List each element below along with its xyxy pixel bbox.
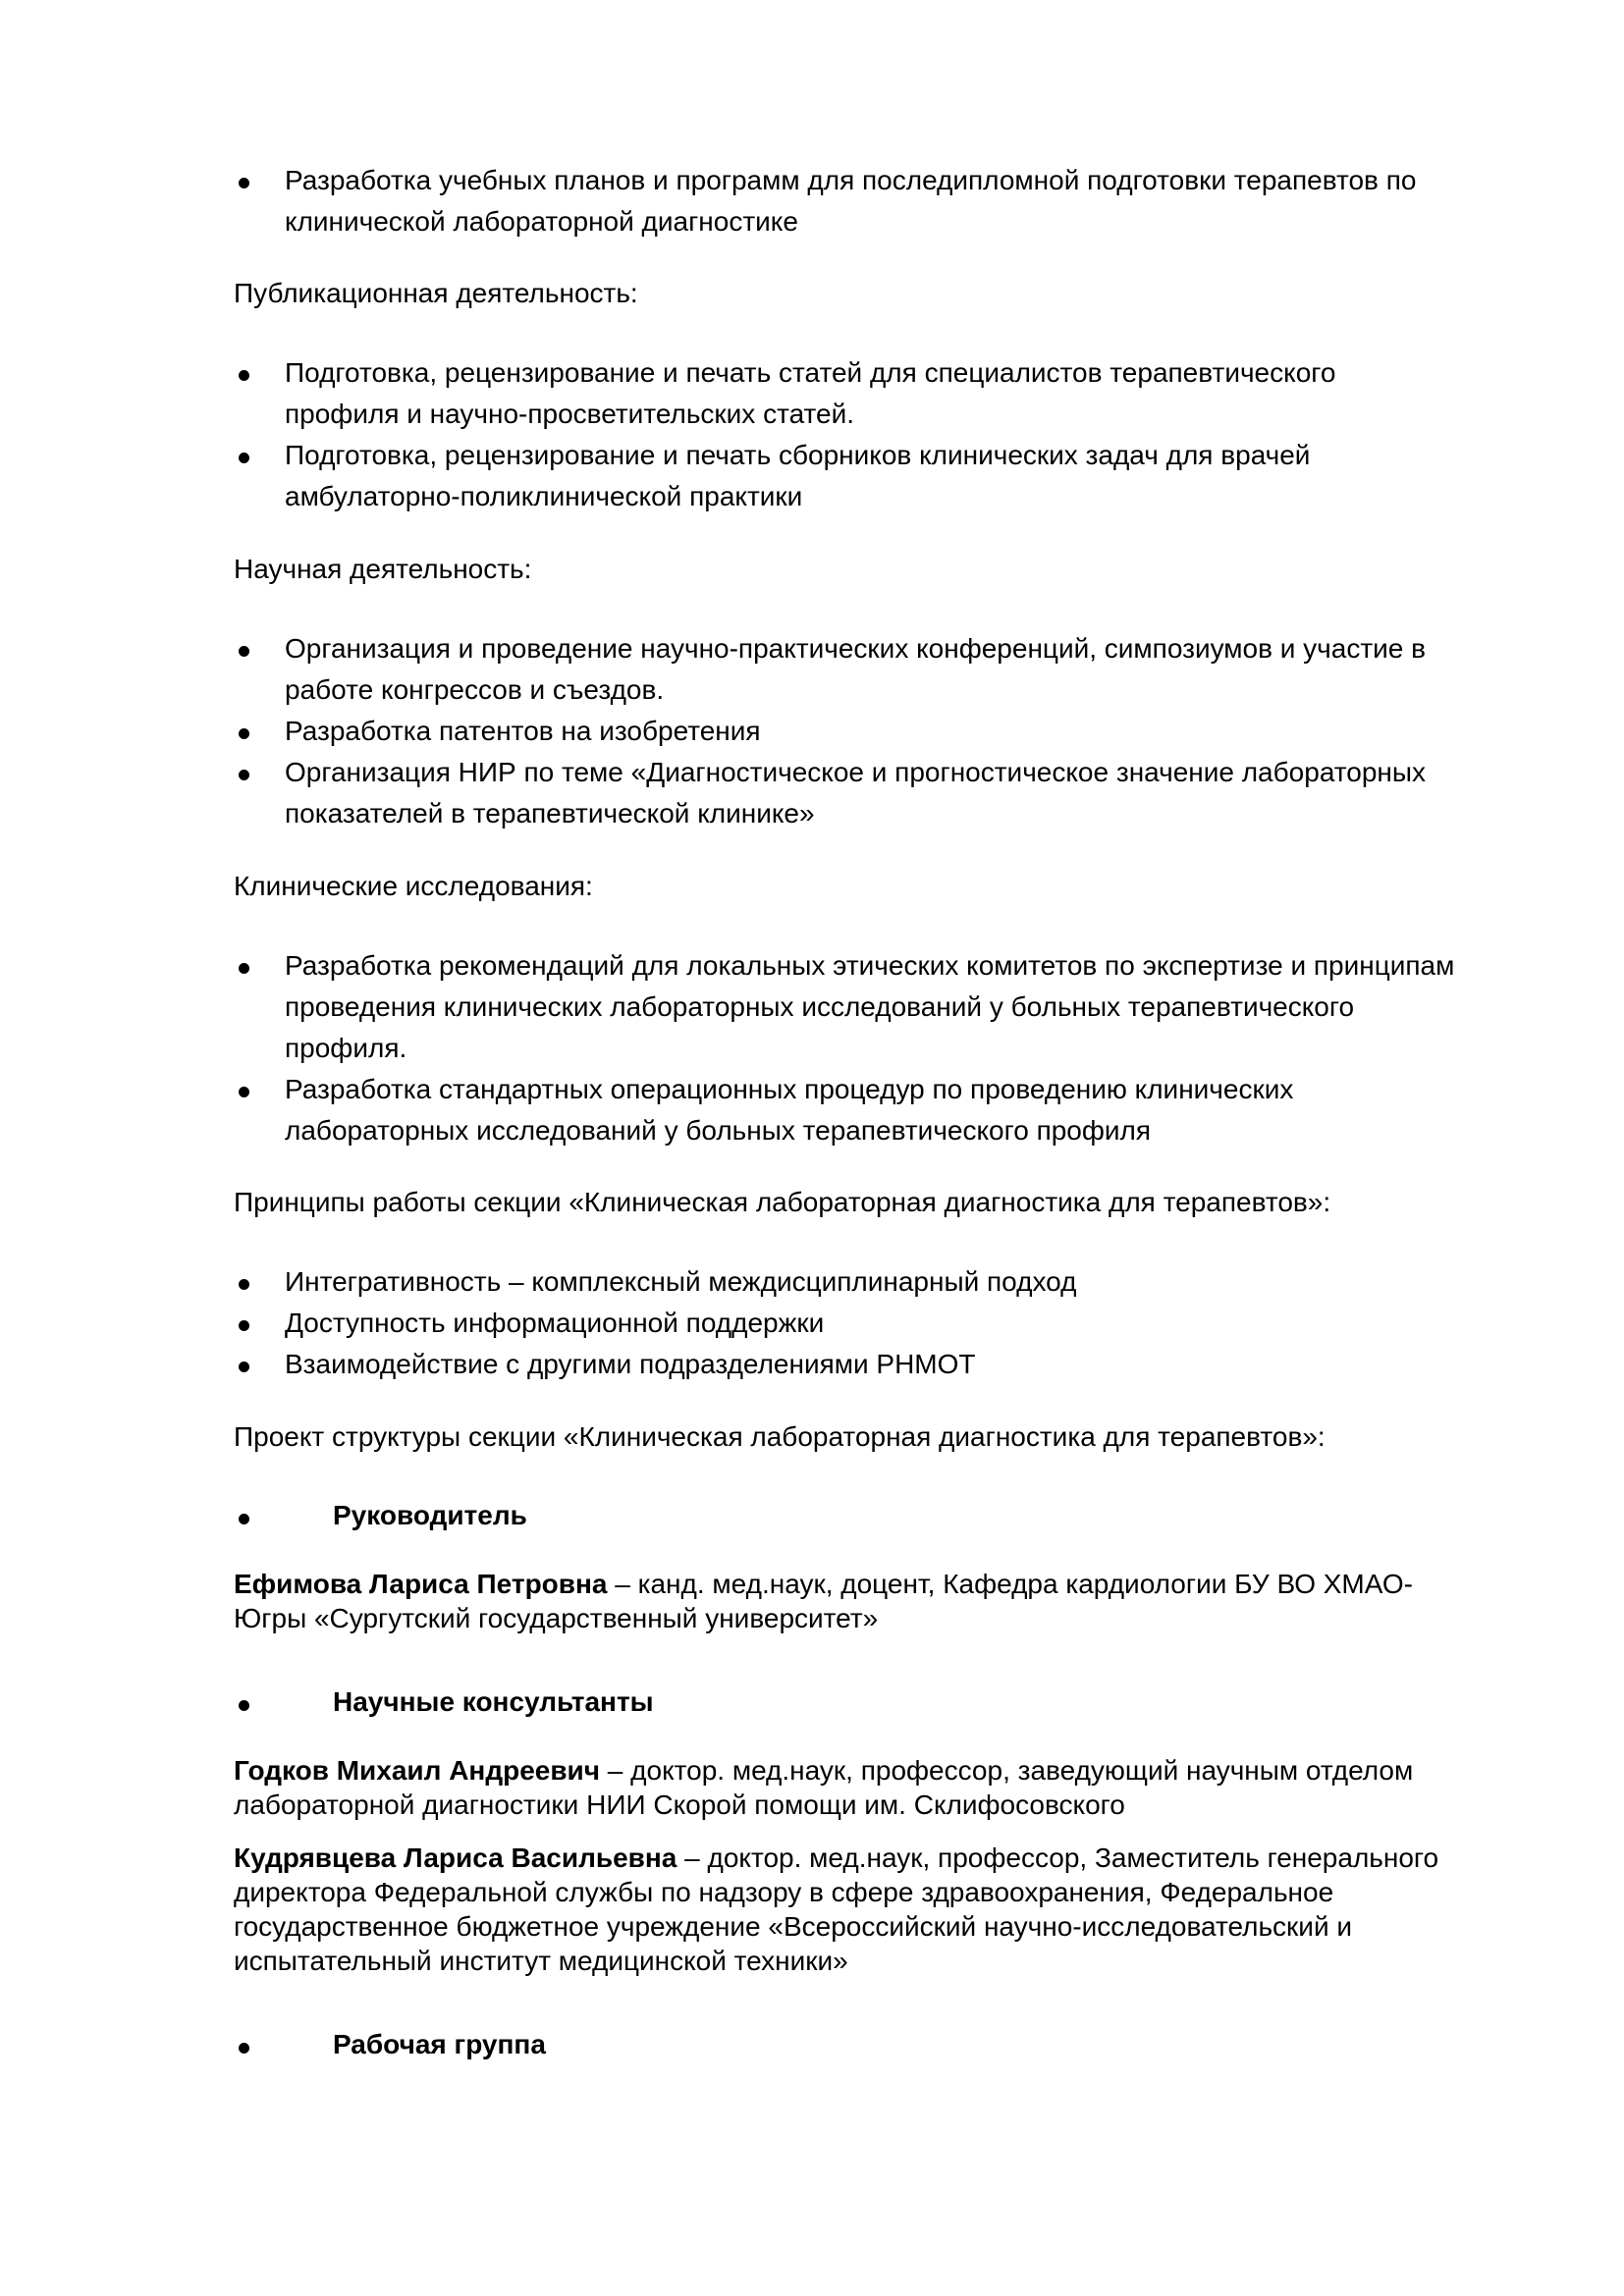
consultant-2-description: – доктор. мед.наук, профессор, Заместитель генерального: [677, 1842, 1439, 1873]
bullet-marker: [239, 453, 249, 463]
clinical-item-2-line-1: Разработка стандартных операционных процедур по проведению клинических: [285, 1074, 1294, 1104]
bullet-marker: [239, 1087, 249, 1097]
clinical-item-1-line-2: проведения клинических лабораторных исследований у больных терапевтического: [285, 991, 1355, 1022]
publications-item-1-line-1: Подготовка, рецензирование и печать статей для специалистов терапевтического: [285, 357, 1336, 388]
science-item-3-line-2: показателей в терапевтической клинике»: [285, 798, 815, 828]
consultant-1-name: Годков Михаил Андреевич: [234, 1755, 601, 1786]
intro-item-1-line-2: клинической лабораторной диагностике: [285, 206, 798, 237]
science-item-2-line-1: Разработка патентов на изобретения: [285, 716, 761, 746]
consultant-2-line-4: испытательный институт медицинской техники»: [234, 1946, 848, 1976]
science-heading: Научная деятельность:: [234, 554, 532, 584]
clinical-item-1-line-1: Разработка рекомендаций для локальных этических комитетов по экспертизе и принципам: [285, 950, 1455, 981]
bullet-marker: [239, 646, 249, 657]
leader-name: Ефимова Лариса Петровна: [234, 1569, 608, 1599]
leader-label: Руководитель: [333, 1500, 527, 1530]
bullet-marker: [239, 1700, 249, 1711]
science-item-3-line-1: Организация НИР по теме «Диагностическое и прогностическое значение лабораторных: [285, 757, 1427, 787]
publications-item-2-line-1: Подготовка, рецензирование и печать сборников клинических задач для врачей: [285, 440, 1311, 470]
consultant-2-line-2: директора Федеральной службы по надзору в сфере здравоохранения, Федеральное: [234, 1877, 1334, 1907]
consultant-2-line-3: государственное бюджетное учреждение «Всероссийский научно-исследовательский и: [234, 1911, 1353, 1942]
clinical-item-2-line-2: лабораторных исследований у больных терапевтического профиля: [285, 1115, 1152, 1146]
clinical-heading: Клинические исследования:: [234, 871, 593, 901]
bullet-marker: [239, 1279, 249, 1290]
bullet-marker: [239, 1514, 249, 1524]
principles-item-2: Доступность информационной поддержки: [285, 1308, 825, 1338]
consultant-1-line-2: лабораторной диагностики НИИ Скорой помощи им. Склифосовского: [234, 1789, 1125, 1820]
principles-item-3: Взаимодействие с другими подразделениями РНМОТ: [285, 1349, 976, 1379]
bullet-marker: [239, 2043, 249, 2054]
principles-heading: Принципы работы секции «Клиническая лабораторная диагностика для терапевтов»:: [234, 1187, 1331, 1217]
intro-item-1-line-1: Разработка учебных планов и программ для последипломной подготовки терапевтов по: [285, 165, 1417, 195]
consultants-label: Научные консультанты: [333, 1686, 654, 1717]
consultant-2-name: Кудрявцева Лариса Васильевна: [234, 1842, 677, 1873]
bullet-marker: [239, 963, 249, 974]
clinical-item-1-line-3: профиля.: [285, 1033, 407, 1063]
bullet-marker: [239, 1320, 249, 1331]
publications-item-1-line-2: профиля и научно-просветительских статей.: [285, 399, 855, 429]
science-item-1-line-2: работе конгрессов и съездов.: [285, 674, 665, 705]
bullet-marker: [239, 178, 249, 188]
publications-heading: Публикационная деятельность:: [234, 278, 638, 308]
workgroup-label: Рабочая группа: [333, 2029, 546, 2059]
consultant-1-description: – доктор. мед.наук, профессор, заведующий научным отделом: [600, 1755, 1414, 1786]
leader-entry-line-2: Югры «Сургутский государственный университет»: [234, 1603, 879, 1633]
science-item-1-line-1: Организация и проведение научно-практических конференций, симпозиумов и участие в: [285, 633, 1427, 664]
structure-heading: Проект структуры секции «Клиническая лабораторная диагностика для терапевтов»:: [234, 1421, 1326, 1452]
bullet-marker: [239, 1362, 249, 1372]
leader-description: – канд. мед.наук, доцент, Кафедра кардиологии БУ ВО ХМАО-: [607, 1569, 1413, 1599]
bullet-marker: [239, 728, 249, 739]
publications-item-2-line-2: амбулаторно-поликлинической практики: [285, 481, 803, 511]
bullet-marker: [239, 770, 249, 780]
bullet-marker: [239, 370, 249, 381]
principles-item-1: Интегративность – комплексный междисциплинарный подход: [285, 1266, 1077, 1297]
